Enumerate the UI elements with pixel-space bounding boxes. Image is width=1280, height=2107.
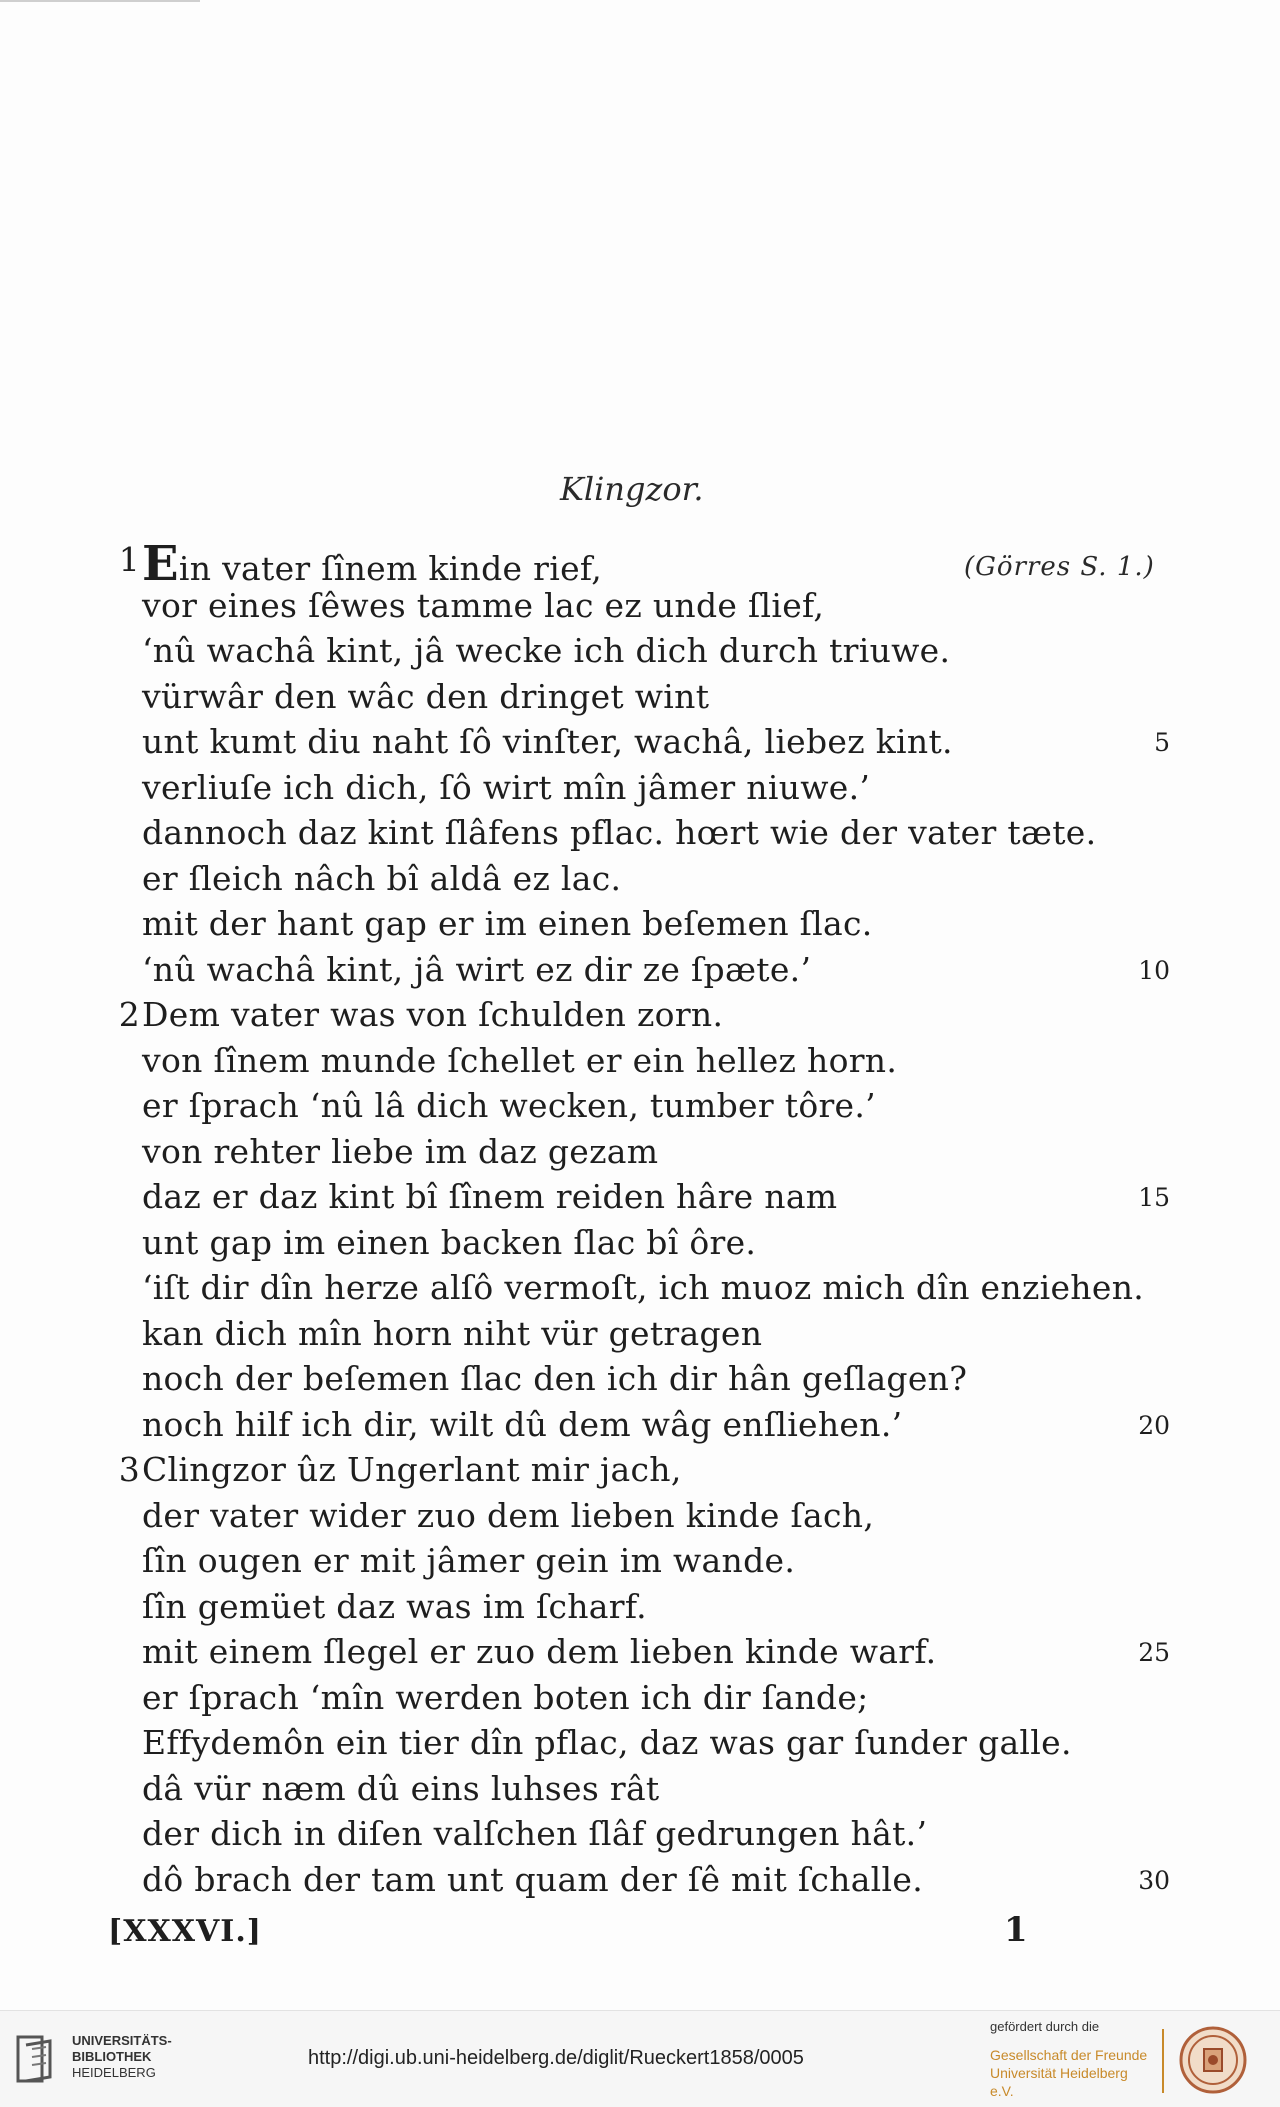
- verse-text: mit der hant gap er im einen beſemen ſlac.: [142, 904, 873, 943]
- source-reference: (Görres S. 1.): [964, 552, 1155, 582]
- verse-text: kan dich mîn horn niht vür getragen: [142, 1313, 763, 1353]
- stanza-number: 3: [118, 1450, 140, 1489]
- verse-text: noch der beſemen ſlac den ich dir hân geſlagen?: [142, 1359, 968, 1398]
- verse-text: ‘nû wachâ kint, jâ wirt ez dir ze ſpæte.’: [142, 949, 812, 989]
- university-seal-icon: [1178, 2025, 1248, 2095]
- verse-text: von rehter liebe im daz gezam: [142, 1131, 659, 1171]
- page-number: 1: [1004, 1910, 1028, 1950]
- verse-text: der dich in diſen valſchen ſlâf gedrungen hât.’: [142, 1814, 928, 1853]
- verse-text: unt gap im einen backen ſlac bî ôre.: [142, 1222, 757, 1262]
- verse-text: Effydemôn ein tier dîn pflac, daz was gar ſunder galle.: [142, 1723, 1072, 1762]
- line-number: 30: [1138, 1865, 1170, 1895]
- verse-text: ſîn ougen er mit jâmer gein im wande.: [142, 1541, 796, 1580]
- verse-text: ‘iſt dir dîn herze alſô vermoſt, ich muoz mich dîn enziehen.: [142, 1268, 1145, 1307]
- verse-text: noch hilf ich dir, wilt dû dem wâg enſliehen.’: [142, 1404, 903, 1444]
- stanza-number: 1: [118, 540, 140, 579]
- verse-text: von ſînem munde ſchellet er ein hellez horn.: [142, 1040, 898, 1080]
- sponsor-block: [990, 2019, 1150, 2100]
- verse-text: Dem vater was von ſchulden zorn.: [142, 995, 724, 1034]
- verse-text: in vater ſînem kinde rief,: [178, 549, 603, 588]
- line-number: 15: [1138, 1183, 1170, 1212]
- line-number: 20: [1138, 1410, 1170, 1440]
- line-number: 10: [1138, 955, 1170, 985]
- verse-text: daz er daz kint bî ſînem reiden hâre nam: [142, 1177, 838, 1216]
- line-number: 25: [1138, 1638, 1170, 1667]
- verse-text: ‘nû wachâ kint, jâ wecke ich dich durch triuwe.: [142, 631, 951, 670]
- verse-text: Clingzor ûz Ungerlant mir jach,: [142, 1450, 682, 1489]
- verse-text: vürwâr den wâc den dringet wint: [142, 676, 710, 716]
- verse-text: der vater wider zuo dem lieben kinde ſach,: [142, 1495, 875, 1535]
- library-logo-icon: [12, 2033, 58, 2085]
- sponsor-lead: gefördert durch die: [990, 2019, 1100, 2034]
- verse-text: mit einem ſlegel er zuo dem lieben kinde warf.: [142, 1632, 937, 1671]
- line-number: 5: [1154, 728, 1170, 757]
- scan-edge-line: [0, 0, 200, 2]
- verse-text: er ſleich nâch bî aldâ ez lac.: [142, 858, 622, 898]
- verse-text: unt kumt diu naht ſô vinſter, wachâ, liebez kint.: [142, 722, 953, 761]
- verse-text: dannoch daz kint ſlâfens pflac. hœrt wie der vater tæte.: [142, 813, 1097, 852]
- verse-text: vor eines ſêwes tamme lac ez unde ſlief,: [142, 585, 825, 625]
- drop-initial: E: [142, 536, 179, 592]
- footer-divider: [1162, 2029, 1164, 2093]
- verse-text: dô brach der tam unt quam der ſê mit ſchalle.: [142, 1859, 924, 1899]
- stanza-number: 2: [118, 995, 140, 1034]
- signature-mark: [XXXVI.]: [108, 1914, 262, 1949]
- verse-text: er ſprach ‘nû lâ dich wecken, tumber tôre.’: [142, 1086, 876, 1125]
- viewer-footer: [0, 2010, 1280, 2107]
- permalink[interactable]: http://digi.ub.uni-heidelberg.de/diglit/Rueckert1858/0005: [308, 2047, 804, 2069]
- verse-text: dâ vür næm dû eins luhses rât: [142, 1768, 660, 1808]
- sponsor-name: Gesellschaft der Freunde Universität Heidelberg e.V.: [990, 2047, 1148, 2099]
- poem-title: Klingzor.: [560, 470, 704, 508]
- verse-text: verliuſe ich dich, ſô wirt mîn jâmer niuwe.’: [142, 767, 871, 807]
- verse-text: ſîn gemüet daz was im ſcharf.: [142, 1586, 647, 1626]
- verse-text: er ſprach ‘mîn werden boten ich dir ſande;: [142, 1677, 869, 1717]
- library-name: UNIVERSITÄTS- BIBLIOTHEK HEIDELBERG: [72, 2033, 172, 2080]
